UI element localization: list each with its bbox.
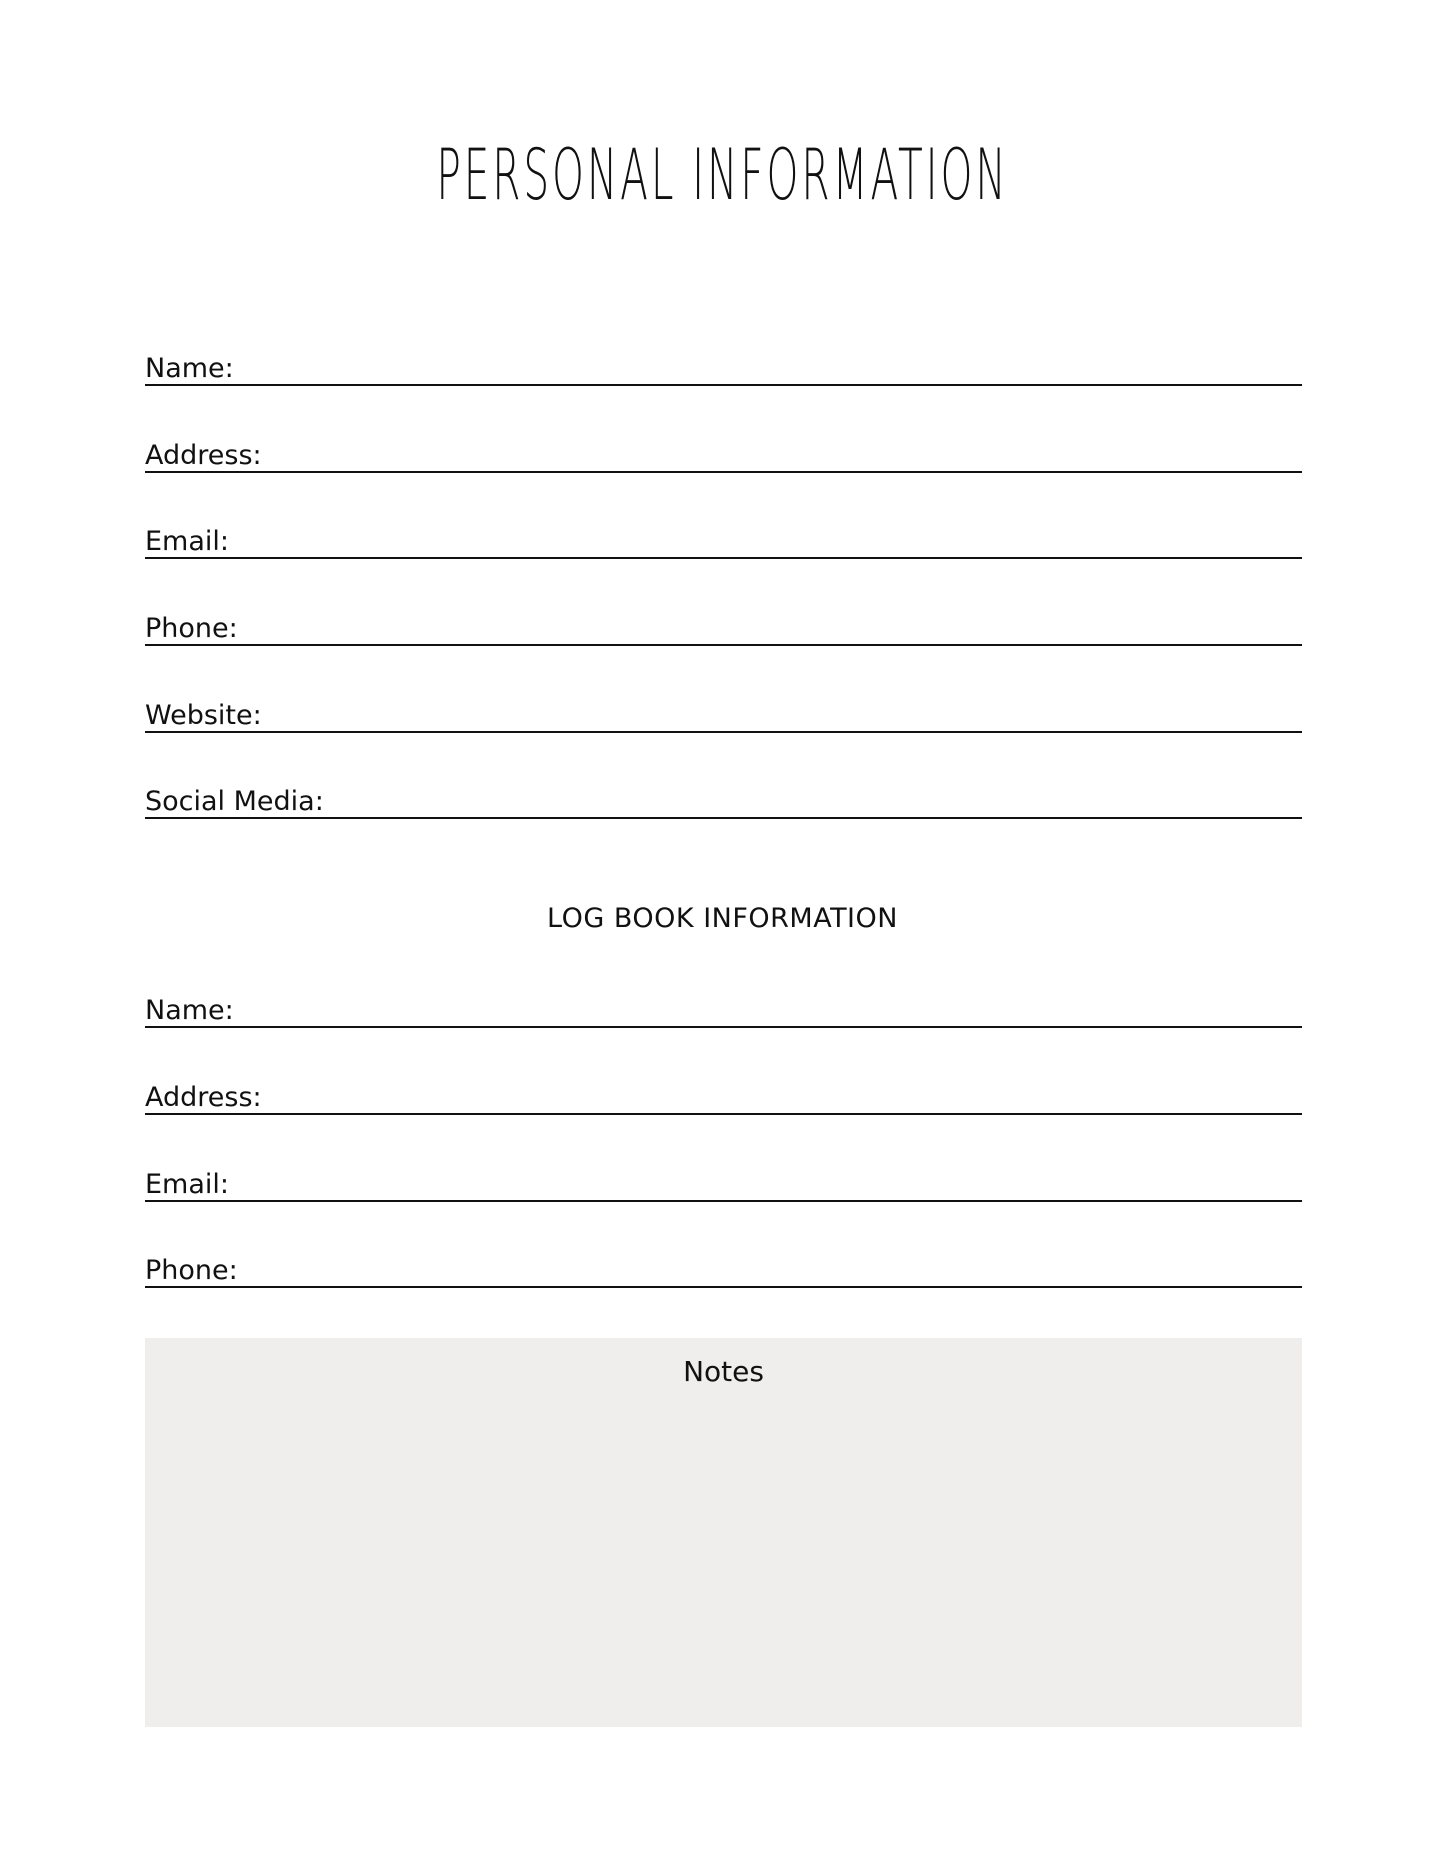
- write-line[interactable]: [324, 785, 1302, 817]
- field-label: Name:: [145, 995, 234, 1026]
- field-label: Address:: [145, 440, 262, 471]
- log-book-name-field[interactable]: [145, 994, 1302, 1028]
- notes-title: Notes: [683, 1355, 764, 1388]
- write-line[interactable]: [234, 994, 1302, 1026]
- field-label: Name:: [145, 353, 234, 384]
- write-line[interactable]: [262, 699, 1302, 731]
- write-line[interactable]: [238, 612, 1302, 644]
- personal-name-field[interactable]: [145, 352, 1302, 386]
- personal-phone-field[interactable]: [145, 612, 1302, 646]
- log-book-phone-field[interactable]: [145, 1254, 1302, 1288]
- personal-email-field[interactable]: [145, 525, 1302, 559]
- log-book-heading: LOG BOOK INFORMATION: [547, 903, 898, 934]
- log-book-email-field[interactable]: [145, 1168, 1302, 1202]
- log-book-address-field[interactable]: [145, 1081, 1302, 1115]
- personal-address-field[interactable]: [145, 439, 1302, 473]
- write-line[interactable]: [229, 1168, 1302, 1200]
- write-line[interactable]: [229, 525, 1302, 557]
- field-label: Social Media:: [145, 786, 324, 817]
- field-label: Phone:: [145, 1255, 238, 1286]
- field-label: Email:: [145, 526, 230, 557]
- write-line[interactable]: [262, 439, 1302, 471]
- field-label: Address:: [145, 1082, 262, 1113]
- field-label: Phone:: [145, 613, 238, 644]
- write-line[interactable]: [262, 1081, 1302, 1113]
- write-line[interactable]: [234, 352, 1302, 384]
- personal-social-media-field[interactable]: [145, 785, 1302, 819]
- page-title: PERSONAL INFORMATION: [436, 134, 1009, 216]
- write-line[interactable]: [238, 1254, 1302, 1286]
- personal-website-field[interactable]: [145, 699, 1302, 733]
- field-label: Email:: [145, 1169, 230, 1200]
- notes-box[interactable]: [145, 1338, 1302, 1727]
- field-label: Website:: [145, 700, 262, 731]
